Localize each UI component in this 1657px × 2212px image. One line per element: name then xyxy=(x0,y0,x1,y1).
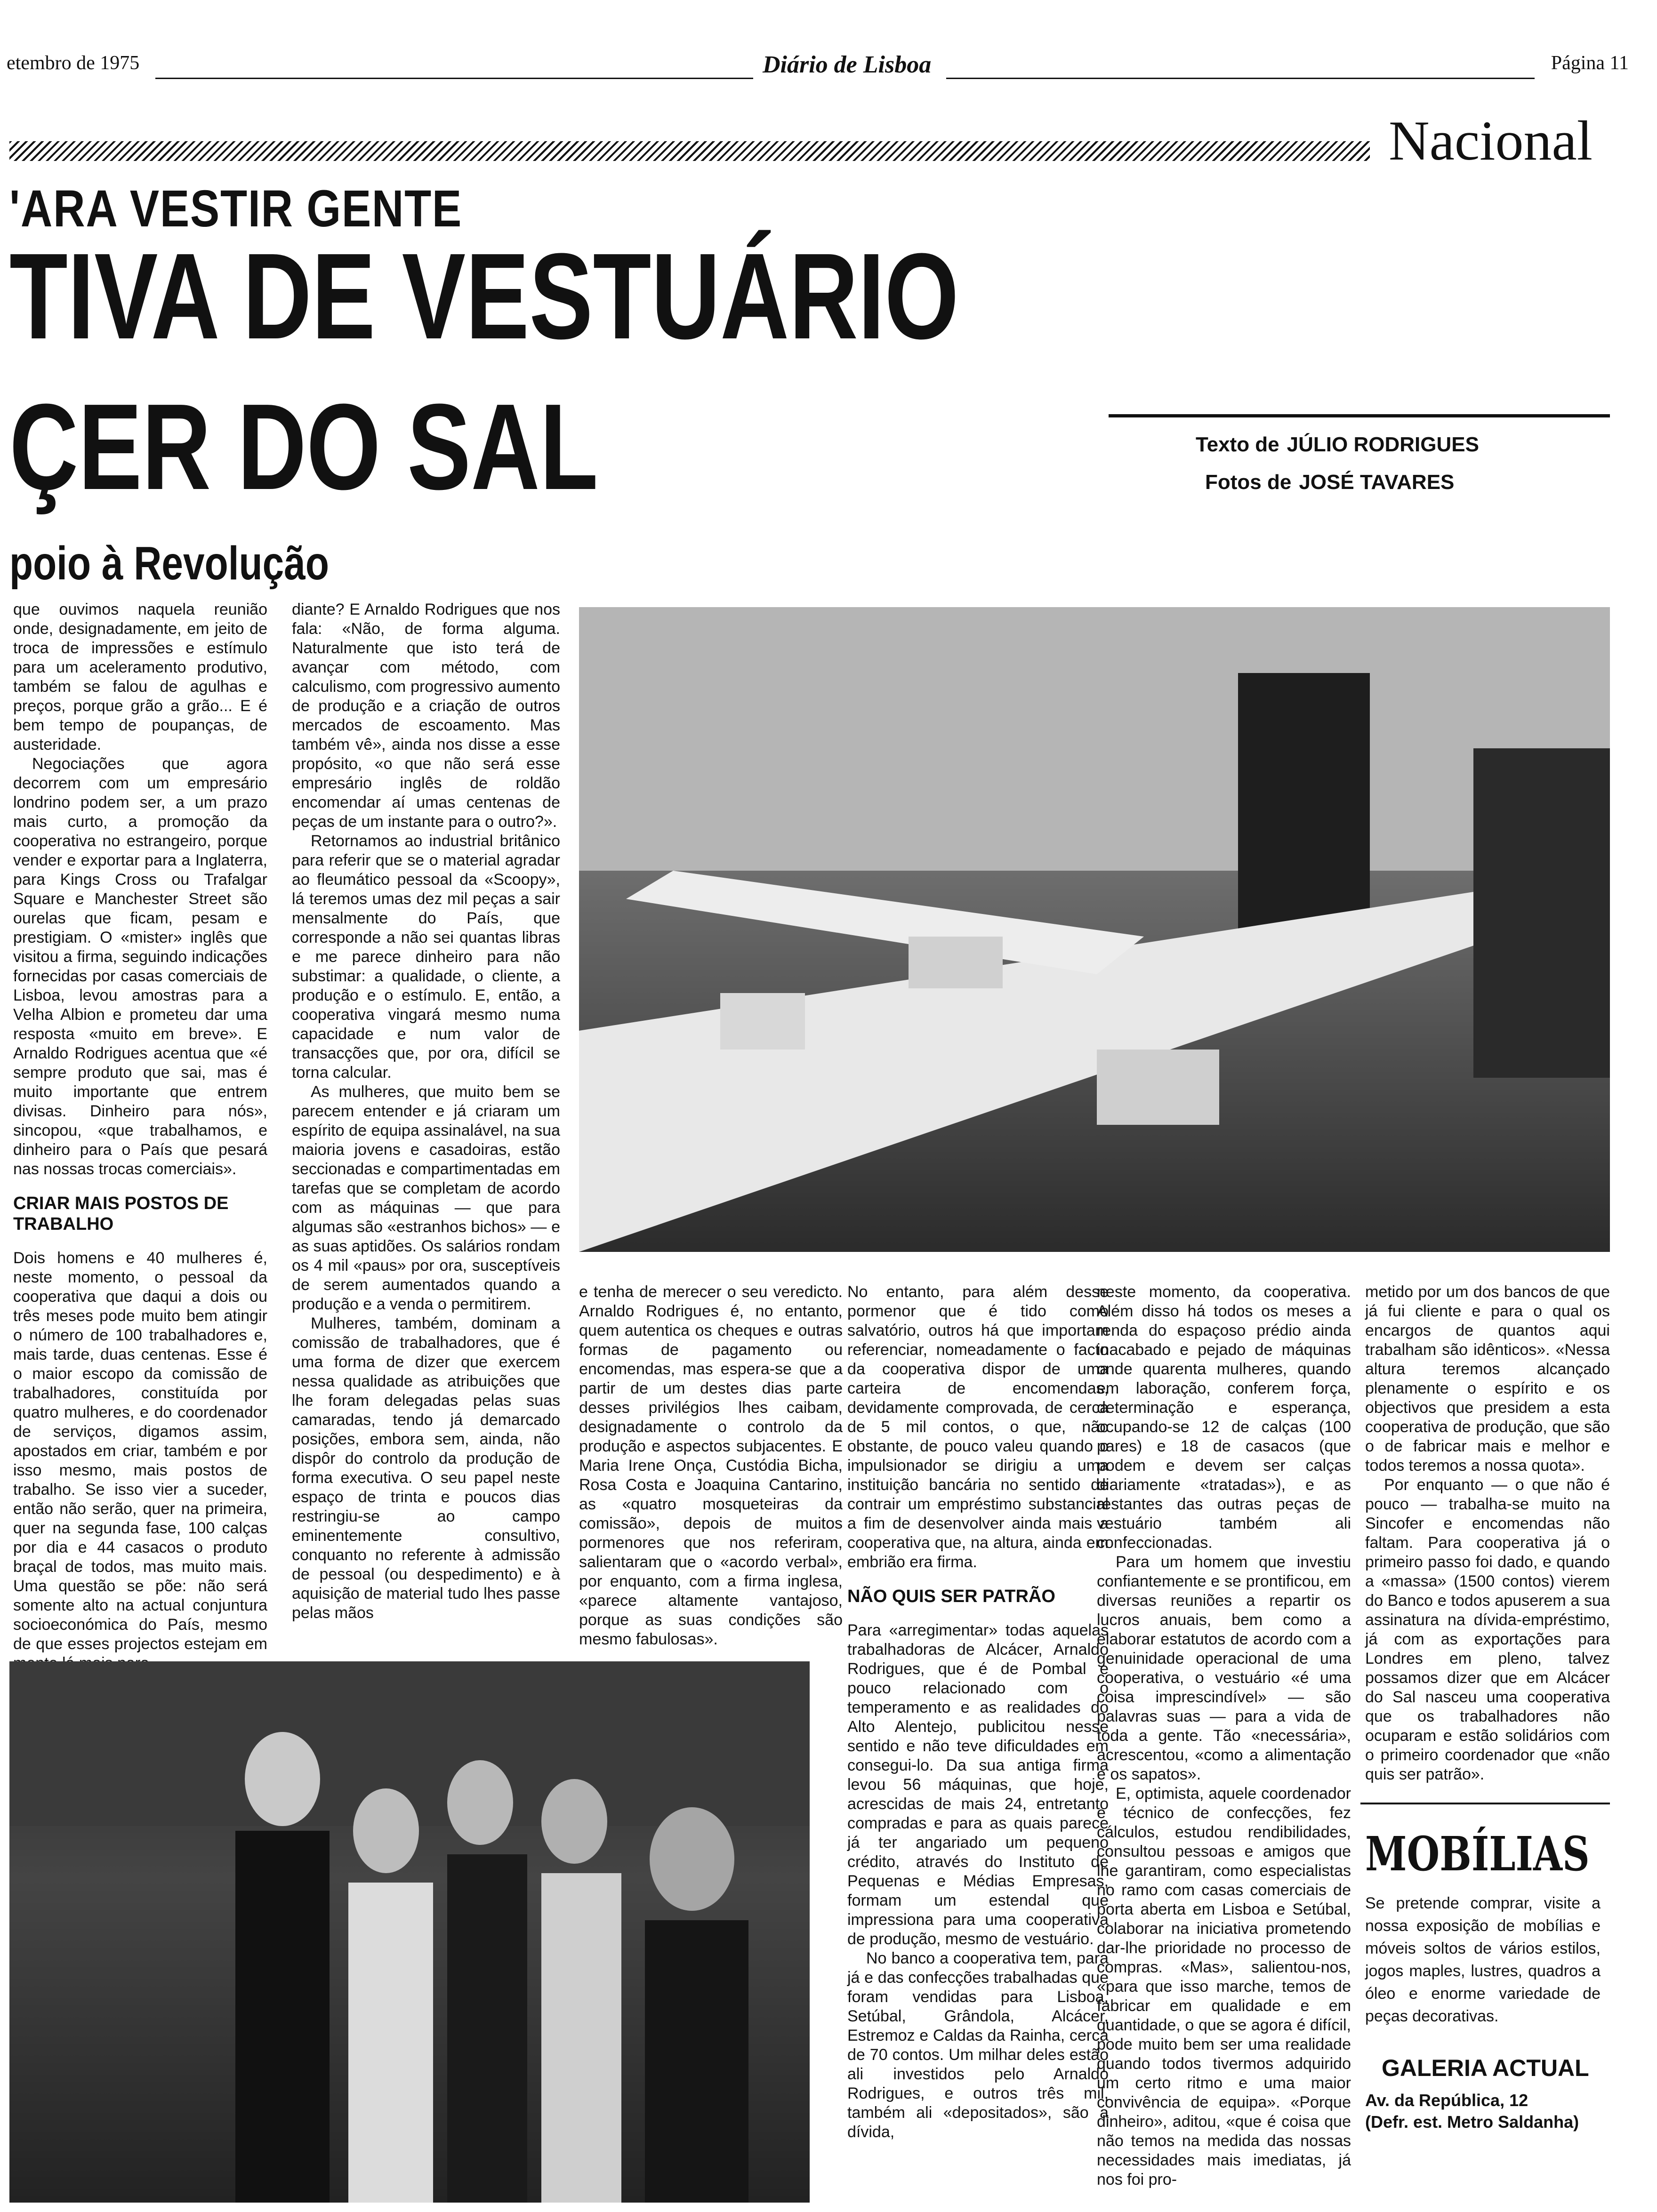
headline-line-1: TIVA DE VESTUÁRIO xyxy=(9,228,959,365)
text-credit-label: Texto de xyxy=(1196,433,1279,456)
paragraph: E, optimista, aquele coordenador e técnico de confecções, fez cálculos, estudou rendibilidades, consultou pessoas e amigos que lhe garantiram, como especialistas no ramo com casas comerciais de porta aberta em Lisboa e Setúbal, colaborar na iniciativa prometendo dar-lhe prioridade no processo de compras. «Mas», salientou-nos, «para que isso marche, temos de fabricar em qualidade e em quantidade, o que se agora é difícil, pode muito bem ser uma realidade quando todos tivermos adquirido um certo ritmo e uma maior convivência de equipa». «Porque dinheiro», aditou, «que é coisa que não temos na medida das nossas necessidades mais imediatas, já nos foi pro- xyxy=(1097,1785,1351,2188)
photo-credit-author: JOSÉ TAVARES xyxy=(1299,471,1455,494)
ad-address-block xyxy=(1365,2090,1579,2133)
section-hatch-rule xyxy=(9,141,1370,161)
ad-metro: (Defr. est. Metro Saldanha) xyxy=(1365,2112,1579,2132)
paragraph: Por enquanto — o que não é pouco — trabalha-se muito na Sincofer e encomendas não faltam. Para cooperativa já o primeiro passo foi dado, e quando a «massa» (1500 contos) vierem do Banco e todos apuserem a sua assinatura na dívida-empréstimo, já com as exportações para Londres em pleno, talvez possamos dizer que em Alcácer do Sal nasceu uma cooperativa que os trabalhadores não ocuparam e estão solidários com o primeiro coordenador que «não quis ser patrão». xyxy=(1365,1476,1610,1783)
article-column-5 xyxy=(1097,1282,1351,2189)
paragraph: neste momento, da cooperativa. Além disso há todos os meses a renda do espaçoso prédio ainda inacabado e pejado de máquinas onde quarenta mulheres, quando em laboração, conferem força, determinação e esperança, ocupando-se 12 de calças (100 pares) e 18 de casacos (que podem e devem ser calças diariamente «tratadas»), e as restantes das outras peças de vestuário também ali confeccionadas. xyxy=(1097,1283,1351,1552)
ad-title: MOBÍLIAS xyxy=(1365,1826,1590,1882)
masthead-rule-left xyxy=(155,78,753,79)
paragraph: As mulheres, que muito bem se parecem entender e já criaram um espírito de equipa assinalável, na sua maioria jovens e casadoiras, estão seccionadas e compartimentadas em tarefas que se completam de acordo com as máquinas — que para algumas são «estranhos bichos» — e as suas aptidões. Os salários rondam os 4 mil «paus» por ora, susceptíveis de serem aumentados quando a produção e a venda o permitirem. xyxy=(292,1083,560,1313)
ad-gallery-name: GALERIA ACTUAL xyxy=(1382,2055,1589,2081)
group-illustration xyxy=(9,1661,810,2203)
group-photo xyxy=(9,1661,810,2203)
ad-body: Se pretende comprar, visite a nossa exposição de mobílias e móveis soltos de vários estilos, jogos maples, lustres, quadros a óleo e enorme variedade de peças decorativas. xyxy=(1365,1894,1601,2025)
paragraph: Negociações que agora decorrem com um empresário londrino podem ser, a um prazo mais curto, a promoção da cooperativa no estrangeiro, porque vender e exportar para a Inglaterra, para Kings Cross ou Trafalgar Square e Manchester Street são ourelas que ficam, pesam e prestigiam. O «mister» inglês que visitou a firma, seguindo indicações fornecidas por casas comerciais de Lisboa, levou amostras para a Velha Albion e prometeu dar uma resposta «muito em breve». E Arnaldo Rodrigues acentua que «é sempre produto que sai, mas é muito importante que entrem divisas. Dinheiro para nós», sincopou, «que trabalhamos, e dinheiro para o País que pesará nas nossas trocas comerciais». xyxy=(13,755,267,1178)
article-column-3 xyxy=(579,1282,843,1649)
paragraph: No entanto, para além desse pormenor que é tido como salvatório, outros há que importam referenciar, nomeadamente o facto da cooperativa dispor de uma carteira de encomendas, devidamente comprovada, de cerca de 5 mil contos, o que, não obstante, de pouco valeu quando o impulsionador se dirigiu a uma instituição bancária no sentido de contrair um empréstimo substancial a fim de desenvolver ainda mais a cooperativa que, na altura, ainda em embrião era firma. xyxy=(847,1283,1109,1571)
paragraph: diante? E Arnaldo Rodrigues que nos fala: «Não, de forma alguma. Naturalmente que isto terá de avançar com método, com calculismo, com progressivo aumento de produção e a criação de outros mercados de escoamento. Mas também vê», ainda nos disse a esse propósito, «o que não será esse empresário inglês de roldão encomendar aí umas centenas de peças de um instante para o outro?». xyxy=(292,601,560,831)
ad-rule xyxy=(1360,1803,1610,1804)
photo-credit xyxy=(1205,471,1454,494)
ad-address: Av. da República, 12 xyxy=(1365,2091,1528,2110)
article-column-2 xyxy=(292,600,560,1623)
workshop-illustration xyxy=(579,607,1610,1252)
paragraph: No banco a cooperativa tem, para já e das confecções trabalhadas que foram vendidas para Lisboa, Setúbal, Grândola, Alcácer, Estremoz e Caldas da Rainha, cerca de 70 contos. Um milhar deles estão ali investidos pelo Arnaldo Rodrigues, e outros três mil, também ali «depositados», são a dívida, xyxy=(847,1949,1109,2141)
subheadline: poio à Revolução xyxy=(9,537,329,590)
column-heading: CRIAR MAIS POSTOS DE TRABALHO xyxy=(13,1194,229,1234)
article-column-6 xyxy=(1365,1282,1610,1784)
paragraph: e tenha de merecer o seu veredicto. Arnaldo Rodrigues é, no entanto, quem autentica os cheques e outras formas de pagamento ou encomendas, mas espera-se que a partir de um destes dias parte desses privilégios lhes caibam, designadamente o controlo da produção e aspectos subjacentes. E Maria Irene Onça, Custódia Bicha, Rosa Costa e Joaquina Cantarino, as «quatro mosqueteiras da comissão», depois de muitos pormenores que nos referiram, salientaram que o «acordo verbal», por enquanto, com a firma inglesa, «parece altamente vantajoso, porque as suas condições são mesmo fabulosas». xyxy=(579,1283,843,1648)
headline-kicker: 'ARA VESTIR GENTE xyxy=(9,180,462,238)
issue-date: etembro de 1975 xyxy=(7,52,140,74)
page-number: Página 11 xyxy=(1551,52,1629,74)
headline-line-2: ÇER DO SAL xyxy=(9,379,598,515)
paragraph: que ouvimos naquela reunião onde, designadamente, em jeito de troca de impressões e estímulo para um aceleramento produtivo, também se falou de agulhas e preços, porque grão a grão... E é bem tempo de poupanças, de austeridade. xyxy=(13,601,267,753)
paragraph: Retornamos ao industrial britânico para referir que se o material agradar ao fleumático pessoal da «Scoopy», lá teremos umas dez mil peças a sair mensalmente do País, que corresponde a não sei quantas libras e me parece dinheiro para não substimar: a qualidade, o cliente, a produção e o estímulo. E, então, a cooperativa vingará mesmo numa capacidade e num valor de transacções que, por ora, difícil se torna calcular. xyxy=(292,832,560,1082)
sewing-workshop-photo xyxy=(579,607,1610,1252)
paragraph: Para um homem que investiu confiantemente e se prontificou, em diversas reuniões a repartir os lucros anuais, bem como a elaborar estatutos de acordo com a genuinidade operacional de uma cooperativa, o vestuário «é uma coisa imprescindível» — são palavras suas — para a vida de toda a gente. Tão «necessária», acrescentou, «como a alimentação e os sapatos». xyxy=(1097,1553,1351,1783)
masthead xyxy=(0,33,1629,78)
text-credit xyxy=(1196,433,1479,457)
photo-credit-label: Fotos de xyxy=(1205,471,1292,494)
article-column-1 xyxy=(13,600,267,1673)
text-credit-author: JÚLIO RODRIGUES xyxy=(1287,433,1479,456)
paragraph: metido por um dos bancos de que já fui cliente e para o qual os encargos de quantos aqui trabalham são idênticos». «Nessa altura teremos alcançado plenamente o espírito e os objectivos que presidem a esta cooperativa de produção, que são o de fabricar mais e melhor e todos teremos a nossa quota». xyxy=(1365,1283,1610,1475)
paragraph: Para «arregimentar» todas aquelas trabalhadoras de Alcácer, Arnaldo Rodrigues, que é de Pombal e pouco relacionado com o temperamento e as realidades do Alto Alentejo, publicitou nesse sentido e não teve dificuldades em consegui-lo. Da sua antiga firma levou 56 máquinas, que hoje, acrescidas de mais 24, entretanto compradas e para as quais parece já ter angariado um pequeno crédito, através do Instituto de Pequenas e Médias Empresas, formam um estendal que impressiona para uma cooperativa de produção, mesmo de vestuário. xyxy=(847,1621,1109,1948)
paragraph: Dois homens e 40 mulheres é, neste momento, o pessoal da cooperativa que daqui a dois ou três meses pode muito bem atingir o número de 100 trabalhadores e, mais tarde, duas centenas. Esse é o maior escopo da comissão de trabalhadores, constituída por quatro mulheres, e do coordenador de serviços, digamos assim, apostados em criar, também e por isso mesmo, mais postos de trabalho. Se isso vier a suceder, então não serão, quer na primeira, quer na segunda fase, 100 calças por dia e 44 casacos o produto braçal de todos, mas muito mais. Uma questão se põe: não será somente alto na actual conjuntura socioeconómica do País, mesmo de que esses projectos estejam em xyxy=(13,1249,267,1653)
column-heading: NÃO QUIS SER PATRÃO xyxy=(847,1587,1055,1606)
credit-rule xyxy=(1109,414,1610,417)
masthead-rule-right xyxy=(946,78,1535,79)
paragraph: Mulheres, também, dominam a comissão de trabalhadores, que é uma forma de dizer que exercem nessa qualidade as atribuições que lhe foram delegadas pelas suas camaradas, tendo já demarcado posições, embora sem, ainda, não dispôr do controlo da produção de forma executiva. O seu papel neste espaço de trinta e poucos dias restringiu-se ao campo eminentemente consultivo, conquanto no referente à admissão de pessoal (ou despedimento) e à aquisição de material tudo lhes passe pelas mãos xyxy=(292,1314,560,1622)
section-title: Nacional xyxy=(1389,109,1593,172)
article-column-4 xyxy=(847,1282,1109,2142)
newspaper-name: Diário de Lisboa xyxy=(763,51,932,78)
